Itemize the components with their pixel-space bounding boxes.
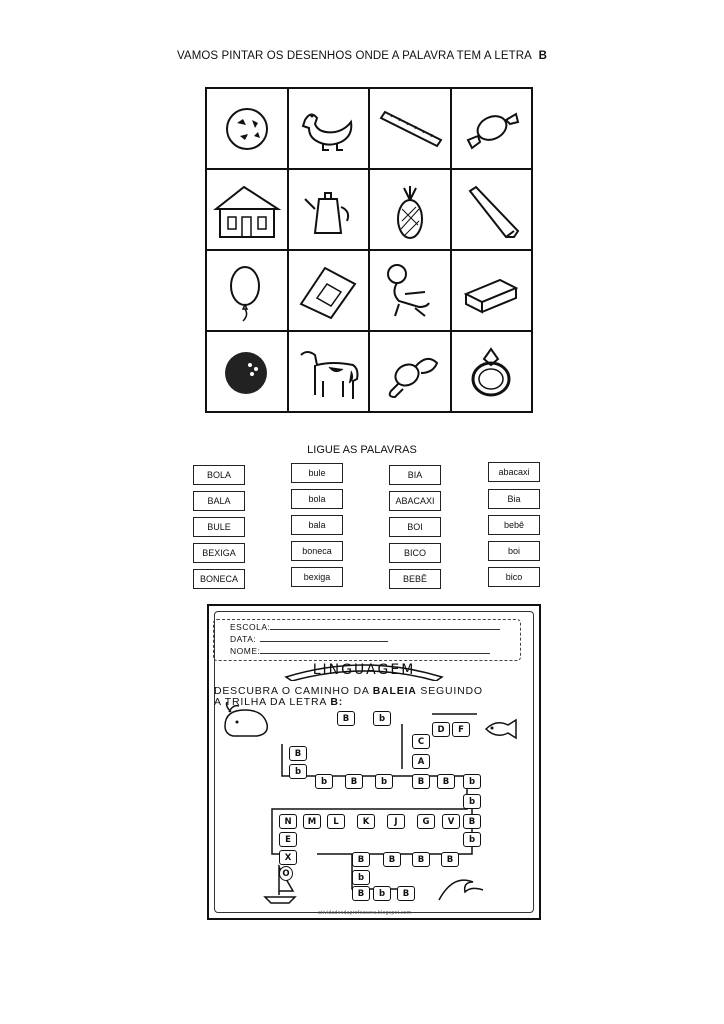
- word-box[interactable]: [291, 541, 343, 561]
- grid-cell[interactable]: [369, 250, 451, 331]
- cow-icon: [293, 341, 363, 403]
- balloon-icon: [212, 260, 282, 322]
- grid-cell[interactable]: [369, 331, 451, 412]
- maze-letter[interactable]: b: [289, 764, 307, 779]
- word-text: BEBÊ: [402, 574, 427, 584]
- word-text: BEXIGA: [202, 548, 236, 558]
- word-box[interactable]: [193, 543, 245, 563]
- maze-letter[interactable]: A: [412, 754, 430, 769]
- word-text: BOLA: [206, 470, 231, 480]
- word-text: bule: [308, 468, 326, 478]
- word-box[interactable]: [291, 515, 343, 535]
- doll-icon: [375, 260, 445, 322]
- maze-letter[interactable]: G: [417, 814, 435, 829]
- maze-paths: [207, 604, 537, 916]
- word-box[interactable]: [488, 567, 540, 587]
- maze-letter[interactable]: B: [352, 852, 370, 867]
- maze-letter[interactable]: E: [279, 832, 297, 847]
- maze-letter[interactable]: D: [432, 722, 450, 737]
- maze-letter[interactable]: J: [387, 814, 405, 829]
- word-box[interactable]: [488, 489, 540, 509]
- maze-letter[interactable]: B: [289, 746, 307, 761]
- fish-icon: [480, 718, 520, 740]
- word-text: BIA: [407, 470, 423, 480]
- word-text: Bia: [507, 494, 521, 504]
- grid-cell[interactable]: [206, 331, 288, 412]
- maze-letter[interactable]: B: [441, 852, 459, 867]
- maze-letter[interactable]: K: [357, 814, 375, 829]
- word-box[interactable]: [389, 517, 441, 537]
- word-box[interactable]: [291, 489, 343, 509]
- maze-letter[interactable]: B: [337, 711, 355, 726]
- grid-cell[interactable]: [288, 331, 370, 412]
- grid-cell[interactable]: [288, 169, 370, 250]
- maze: [207, 604, 537, 916]
- word-box[interactable]: [291, 463, 343, 483]
- house-icon: [212, 179, 282, 241]
- word-box[interactable]: [291, 567, 343, 587]
- word-text: BULE: [207, 522, 231, 532]
- ligue-title: LIGUE AS PALAVRAS: [307, 444, 417, 456]
- grid-cell[interactable]: [206, 169, 288, 250]
- ring-icon: [456, 341, 526, 403]
- word-box[interactable]: [488, 462, 540, 482]
- grid-cell[interactable]: [451, 88, 533, 169]
- bowling-ball-icon: [212, 341, 282, 403]
- notebook-icon: [293, 260, 363, 322]
- picture-grid: [205, 87, 533, 413]
- ruler-icon: [375, 98, 445, 160]
- data-line[interactable]: DATA:: [230, 634, 388, 644]
- maze-letter[interactable]: b: [463, 774, 481, 789]
- wave-icon: [435, 872, 491, 902]
- word-box[interactable]: [193, 569, 245, 589]
- word-box[interactable]: [389, 491, 441, 511]
- nome-line[interactable]: NOME:: [230, 646, 490, 656]
- instruction-text: DESCUBRA O CAMINHO DA BALEIA SEGUINDO A TRILHA DA LETRA B:: [214, 685, 483, 708]
- maze-letter[interactable]: B: [437, 774, 455, 789]
- grid-cell[interactable]: [288, 88, 370, 169]
- grid-cell[interactable]: [451, 250, 533, 331]
- grid-cell[interactable]: [206, 88, 288, 169]
- word-box[interactable]: [389, 465, 441, 485]
- grid-cell[interactable]: [451, 169, 533, 250]
- teapot-icon: [293, 179, 363, 241]
- footer-credit: atividadesdaprofessora.blogspot.com: [318, 910, 412, 916]
- title-letter: B: [538, 50, 547, 62]
- word-text: bexiga: [303, 572, 331, 582]
- pacifier-icon: [375, 341, 445, 403]
- maze-letter[interactable]: b: [463, 794, 481, 809]
- pencil-icon: [456, 179, 526, 241]
- word-box[interactable]: [193, 517, 245, 537]
- word-box[interactable]: [193, 465, 245, 485]
- candy-icon: [456, 98, 526, 160]
- duck-icon: [293, 98, 363, 160]
- maze-letter[interactable]: B: [383, 852, 401, 867]
- maze-letter[interactable]: F: [452, 722, 470, 737]
- maze-letter[interactable]: b: [375, 774, 393, 789]
- maze-letter[interactable]: B: [412, 774, 430, 789]
- word-text: boneca: [302, 546, 332, 556]
- word-box[interactable]: [193, 491, 245, 511]
- banner-title: LINGUAGEM: [312, 662, 416, 678]
- grid-cell[interactable]: [206, 250, 288, 331]
- word-text: ABACAXI: [395, 496, 435, 506]
- word-text: bico: [505, 572, 523, 582]
- maze-letter[interactable]: C: [412, 734, 430, 749]
- maze-letter[interactable]: N: [279, 814, 297, 829]
- maze-letter[interactable]: B: [397, 886, 415, 901]
- pineapple-icon: [375, 179, 445, 241]
- title-text: VAMOS PINTAR OS DESENHOS ONDE A PALAVRA TEM A LETRA: [177, 50, 532, 62]
- maze-letter[interactable]: M: [303, 814, 321, 829]
- maze-letter[interactable]: O: [279, 866, 293, 881]
- maze-letter[interactable]: B: [412, 852, 430, 867]
- word-text: BALA: [207, 496, 231, 506]
- maze-letter[interactable]: L: [327, 814, 345, 829]
- maze-letter[interactable]: b: [373, 886, 391, 901]
- word-text: boi: [507, 546, 520, 556]
- word-text: bebê: [503, 520, 525, 530]
- maze-letter[interactable]: b: [463, 832, 481, 847]
- maze-letter[interactable]: B: [345, 774, 363, 789]
- grid-cell[interactable]: [369, 88, 451, 169]
- page-title: [0, 50, 724, 62]
- word-text: abacaxi: [498, 467, 530, 477]
- grid-cell[interactable]: [288, 250, 370, 331]
- maze-letter[interactable]: B: [352, 886, 370, 901]
- maze-letter[interactable]: b: [352, 870, 370, 885]
- word-box[interactable]: [488, 541, 540, 561]
- maze-letter[interactable]: V: [442, 814, 460, 829]
- word-box[interactable]: [488, 515, 540, 535]
- word-text: bala: [308, 520, 326, 530]
- word-text: BONECA: [199, 574, 238, 584]
- eraser-icon: [456, 260, 526, 322]
- maze-letter[interactable]: X: [279, 850, 297, 865]
- maze-letter[interactable]: B: [463, 814, 481, 829]
- word-box[interactable]: [389, 543, 441, 563]
- word-text: BICO: [403, 548, 426, 558]
- maze-letter[interactable]: b: [315, 774, 333, 789]
- word-text: BOI: [407, 522, 423, 532]
- grid-cell[interactable]: [369, 169, 451, 250]
- word-box[interactable]: [389, 569, 441, 589]
- ball-icon: [212, 98, 282, 160]
- escola-line[interactable]: ESCOLA:: [230, 622, 500, 632]
- grid-cell[interactable]: [451, 331, 533, 412]
- whale-icon: [221, 702, 273, 744]
- word-text: bola: [308, 494, 326, 504]
- maze-letter[interactable]: b: [373, 711, 391, 726]
